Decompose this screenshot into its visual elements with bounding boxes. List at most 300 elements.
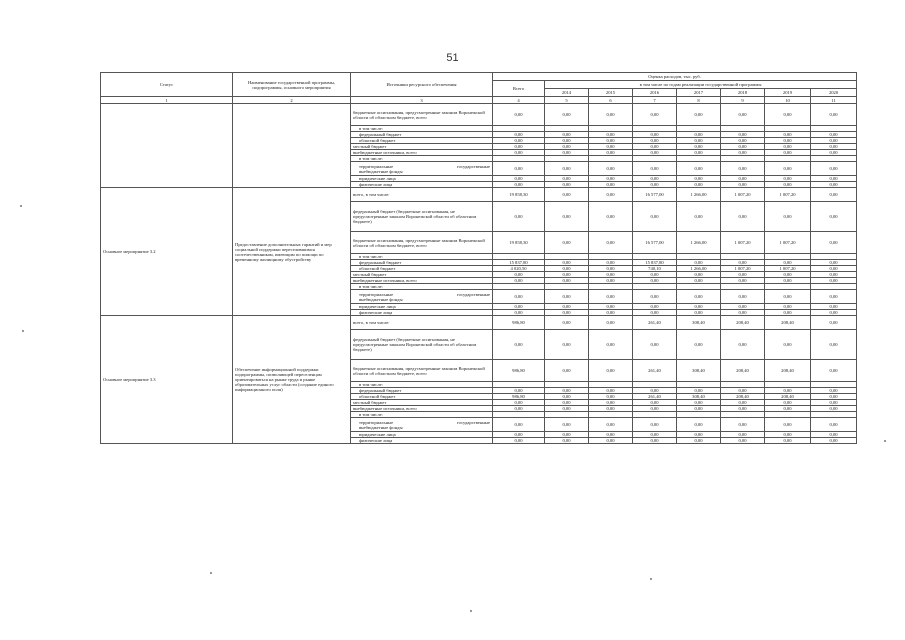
value-cell: 0,00 <box>545 132 589 138</box>
value-cell: 0,00 <box>633 144 677 150</box>
value-cell: 0,00 <box>811 360 857 382</box>
value-cell: 0,00 <box>677 162 721 176</box>
value-cell: 0,00 <box>493 290 545 304</box>
value-cell: 0,00 <box>677 304 721 310</box>
value-cell: 0,00 <box>721 138 765 144</box>
column-index: 6 <box>589 97 633 104</box>
value-cell: 0,00 <box>589 432 633 438</box>
row-source-label: внебюджетные источники, всего <box>351 406 493 412</box>
value-cell: 0,00 <box>493 144 545 150</box>
value-cell: 208,40 <box>765 360 811 382</box>
column-index: 7 <box>633 97 677 104</box>
value-cell: 0,00 <box>811 144 857 150</box>
value-cell: 0,00 <box>589 278 633 284</box>
value-cell: 0,00 <box>765 310 811 316</box>
value-cell: 0,00 <box>545 418 589 432</box>
value-cell: 0,00 <box>493 400 545 406</box>
value-cell: 0,00 <box>633 202 677 232</box>
value-cell: 0,00 <box>811 406 857 412</box>
row-source-label: бюджетные ассигнования, предусмотренные законом Воронежской области об областном бюджете, всего <box>351 104 493 126</box>
value-cell: 0,00 <box>493 272 545 278</box>
row-program-name <box>233 104 351 188</box>
row-program-name: Обеспечение информационной поддержки подпрограммы, позволяющей переселенцам ориентироваться на рынке труда и рынке образовательных услуг области (создание единого информационного поля) <box>233 316 351 444</box>
terr-label-b: государственные <box>456 419 490 425</box>
value-cell: 0,00 <box>721 182 765 188</box>
value-cell: 0,00 <box>545 144 589 150</box>
value-cell: 1 007,20 <box>721 188 765 202</box>
page-number: 51 <box>446 52 459 64</box>
value-cell: 208,40 <box>721 360 765 382</box>
value-cell: 0,00 <box>493 162 545 176</box>
terr-label-c: внебюджетные фонды <box>359 168 403 174</box>
row-source-label: федеральный бюджет <box>351 260 493 266</box>
row-source-label: бюджетные ассигнования, предусмотренные законом Воронежской области об областном бюджете, всего <box>351 360 493 382</box>
value-cell: 0,00 <box>545 400 589 406</box>
value-cell: 0,00 <box>811 272 857 278</box>
value-cell: 0,00 <box>811 260 857 266</box>
row-source-label: в том числе: <box>351 156 493 162</box>
value-cell: 0,00 <box>545 202 589 232</box>
value-cell: 0,00 <box>677 290 721 304</box>
value-cell: 0,00 <box>545 104 589 126</box>
value-cell: 0,00 <box>545 388 589 394</box>
value-cell: 0,00 <box>765 104 811 126</box>
value-cell: 0,00 <box>765 304 811 310</box>
value-cell: 0,00 <box>493 438 545 444</box>
value-cell: 0,00 <box>545 432 589 438</box>
value-cell: 19 858,30 <box>493 232 545 254</box>
value-cell: 0,00 <box>633 176 677 182</box>
value-cell: 0,00 <box>765 330 811 360</box>
value-cell: 1 007,20 <box>721 232 765 254</box>
value-cell: 1 007,20 <box>765 266 811 272</box>
value-cell: 0,00 <box>811 104 857 126</box>
scan-speck <box>650 578 652 580</box>
row-source-label: юридические лица <box>351 304 493 310</box>
value-cell: 0,00 <box>589 176 633 182</box>
value-cell: 0,00 <box>811 138 857 144</box>
value-cell: 0,00 <box>811 290 857 304</box>
value-cell: 0,00 <box>721 418 765 432</box>
value-cell: 0,00 <box>721 144 765 150</box>
value-cell: 0,00 <box>677 432 721 438</box>
value-cell: 0,00 <box>811 150 857 156</box>
value-cell: 0,00 <box>811 310 857 316</box>
column-index: 2 <box>233 97 351 104</box>
terr-label-c: внебюджетные фонды <box>359 296 403 302</box>
value-cell: 0,00 <box>493 406 545 412</box>
table-row <box>101 316 857 330</box>
value-cell: 1 007,20 <box>721 266 765 272</box>
value-cell: 0,00 <box>765 132 811 138</box>
value-cell: 0,00 <box>765 182 811 188</box>
value-cell: 0,00 <box>677 138 721 144</box>
value-cell: 0,00 <box>721 132 765 138</box>
value-cell: 308,40 <box>677 394 721 400</box>
value-cell: 0,00 <box>811 400 857 406</box>
header-year: 2014 <box>545 89 589 97</box>
value-cell: 0,00 <box>633 132 677 138</box>
row-source-label: областной бюджет <box>351 138 493 144</box>
value-cell: 0,00 <box>677 182 721 188</box>
terr-label-b: государственные <box>456 163 490 169</box>
value-cell: 0,00 <box>721 104 765 126</box>
value-cell: 0,00 <box>721 400 765 406</box>
value-cell: 0,00 <box>589 418 633 432</box>
scan-speck <box>470 610 472 612</box>
value-cell: 16 577,00 <box>633 188 677 202</box>
value-cell: 0,00 <box>545 304 589 310</box>
value-cell: 0,00 <box>811 266 857 272</box>
terr-label-a: территориальные <box>359 291 394 297</box>
value-cell: 0,00 <box>765 272 811 278</box>
header-status: Статус <box>101 73 233 97</box>
row-source-label: местный бюджет <box>351 400 493 406</box>
row-status <box>101 104 233 188</box>
value-cell: 0,00 <box>589 202 633 232</box>
value-cell: 0,00 <box>493 182 545 188</box>
value-cell: 0,00 <box>589 394 633 400</box>
value-cell: 0,00 <box>589 104 633 126</box>
value-cell: 0,00 <box>545 360 589 382</box>
header-total: Всего <box>493 81 545 97</box>
value-cell: 740,10 <box>633 266 677 272</box>
value-cell: 261,40 <box>633 394 677 400</box>
value-cell: 0,00 <box>493 138 545 144</box>
value-cell: 0,00 <box>589 132 633 138</box>
value-cell: 0,00 <box>811 188 857 202</box>
value-cell: 0,00 <box>721 432 765 438</box>
value-cell: 0,00 <box>545 150 589 156</box>
value-cell: 0,00 <box>493 278 545 284</box>
value-cell: 0,00 <box>633 406 677 412</box>
row-status: Основное мероприятие 3.2 <box>101 188 233 316</box>
row-source-label: областной бюджет <box>351 394 493 400</box>
value-cell: 0,00 <box>811 432 857 438</box>
value-cell: 0,00 <box>765 432 811 438</box>
value-cell: 0,00 <box>633 150 677 156</box>
value-cell: 0,00 <box>589 138 633 144</box>
value-cell: 0,00 <box>589 272 633 278</box>
row-source-label: местный бюджет <box>351 144 493 150</box>
value-cell: 0,00 <box>811 304 857 310</box>
value-cell: 0,00 <box>545 406 589 412</box>
value-cell: 0,00 <box>765 202 811 232</box>
terr-label-c: внебюджетные фонды <box>359 424 403 430</box>
value-cell: 0,00 <box>677 330 721 360</box>
row-source-label: федеральный бюджет (бюджетные ассигнования, не предусмотренные законом Воронежской области об областном бюджете) <box>351 202 493 232</box>
value-cell: 0,00 <box>677 388 721 394</box>
value-cell: 0,00 <box>721 260 765 266</box>
value-cell: 0,00 <box>545 310 589 316</box>
value-cell: 0,00 <box>633 388 677 394</box>
terr-label-a: территориальные <box>359 419 394 425</box>
header-year: 2016 <box>633 89 677 97</box>
row-source-label: всего, в том числе: <box>351 316 493 330</box>
value-cell: 0,00 <box>811 232 857 254</box>
value-cell: 0,00 <box>633 272 677 278</box>
value-cell: 0,00 <box>545 138 589 144</box>
value-cell: 1 266,00 <box>677 188 721 202</box>
table-row <box>101 188 857 202</box>
value-cell: 0,00 <box>721 202 765 232</box>
row-source-label <box>351 162 493 176</box>
value-cell: 0,00 <box>493 388 545 394</box>
header-by-years: в том числе по годам реализации государственной программы <box>545 81 857 89</box>
scan-speck <box>20 205 22 207</box>
value-cell: 0,00 <box>633 162 677 176</box>
value-cell: 0,00 <box>633 304 677 310</box>
value-cell: 986,80 <box>493 316 545 330</box>
row-source-label: физические лица <box>351 182 493 188</box>
value-cell: 0,00 <box>633 182 677 188</box>
value-cell: 308,40 <box>677 360 721 382</box>
value-cell: 1 007,20 <box>765 188 811 202</box>
value-cell: 0,00 <box>811 316 857 330</box>
value-cell: 0,00 <box>589 290 633 304</box>
value-cell: 0,00 <box>633 104 677 126</box>
value-cell: 0,00 <box>811 330 857 360</box>
value-cell: 0,00 <box>677 260 721 266</box>
value-cell: 0,00 <box>765 438 811 444</box>
value-cell: 0,00 <box>765 176 811 182</box>
value-cell: 0,00 <box>633 138 677 144</box>
value-cell: 0,00 <box>633 418 677 432</box>
column-index: 4 <box>493 97 545 104</box>
value-cell: 0,00 <box>811 438 857 444</box>
value-cell: 0,00 <box>589 232 633 254</box>
table-row <box>101 104 857 126</box>
value-cell: 0,00 <box>677 406 721 412</box>
value-cell: 4 020,50 <box>493 266 545 272</box>
value-cell: 0,00 <box>721 278 765 284</box>
value-cell: 0,00 <box>633 310 677 316</box>
value-cell: 0,00 <box>493 202 545 232</box>
value-cell: 0,00 <box>677 272 721 278</box>
value-cell: 1 266,00 <box>677 232 721 254</box>
value-cell: 0,00 <box>633 432 677 438</box>
value-cell: 0,00 <box>589 388 633 394</box>
table-body <box>101 97 857 444</box>
value-cell: 15 837,80 <box>493 260 545 266</box>
column-index: 9 <box>721 97 765 104</box>
scan-speck <box>210 572 212 574</box>
value-cell: 0,00 <box>677 418 721 432</box>
value-cell: 0,00 <box>765 162 811 176</box>
value-cell: 0,00 <box>633 330 677 360</box>
terr-label-a: территориальные <box>359 163 394 169</box>
column-index: 11 <box>811 97 857 104</box>
value-cell: 0,00 <box>765 138 811 144</box>
value-cell: 0,00 <box>493 330 545 360</box>
value-cell: 0,00 <box>721 162 765 176</box>
value-cell: 0,00 <box>589 310 633 316</box>
value-cell: 0,00 <box>589 144 633 150</box>
value-cell: 0,00 <box>811 388 857 394</box>
header-year: 2015 <box>589 89 633 97</box>
value-cell: 0,00 <box>545 176 589 182</box>
value-cell: 308,40 <box>677 316 721 330</box>
value-cell: 0,00 <box>721 438 765 444</box>
value-cell: 0,00 <box>545 232 589 254</box>
row-source-label: областной бюджет <box>351 266 493 272</box>
value-cell: 0,00 <box>589 304 633 310</box>
value-cell: 0,00 <box>765 406 811 412</box>
row-source-label: физические лица <box>351 438 493 444</box>
value-cell: 208,40 <box>721 394 765 400</box>
value-cell: 0,00 <box>721 406 765 412</box>
value-cell: 0,00 <box>677 104 721 126</box>
value-cell: 0,00 <box>545 188 589 202</box>
value-cell: 0,00 <box>721 272 765 278</box>
value-cell: 0,00 <box>765 278 811 284</box>
row-source-label: в том числе: <box>351 382 493 388</box>
row-status: Основное мероприятие 3.3 <box>101 316 233 444</box>
value-cell: 0,00 <box>589 162 633 176</box>
value-cell: 0,00 <box>493 150 545 156</box>
value-cell: 0,00 <box>589 406 633 412</box>
value-cell: 0,00 <box>633 438 677 444</box>
value-cell: 0,00 <box>811 162 857 176</box>
value-cell: 0,00 <box>811 202 857 232</box>
value-cell: 0,00 <box>493 432 545 438</box>
value-cell: 0,00 <box>811 278 857 284</box>
funding-table <box>100 72 857 444</box>
row-program-name: Предоставление дополнительных гарантий и мер социальной поддержки переселившимся соотечественникам, имеющим по помощи по временному жилищному обустройству <box>233 188 351 316</box>
row-source-label <box>351 418 493 432</box>
value-cell: 0,00 <box>677 438 721 444</box>
row-source-label: в том числе: <box>351 412 493 418</box>
value-cell: 261,40 <box>633 360 677 382</box>
value-cell: 0,00 <box>765 290 811 304</box>
value-cell: 0,00 <box>677 150 721 156</box>
header-year: 2019 <box>765 89 811 97</box>
column-index: 8 <box>677 97 721 104</box>
value-cell: 0,00 <box>545 182 589 188</box>
value-cell: 0,00 <box>721 330 765 360</box>
value-cell: 208,40 <box>765 394 811 400</box>
value-cell: 16 577,00 <box>633 232 677 254</box>
value-cell: 986,80 <box>493 394 545 400</box>
value-cell: 0,00 <box>811 394 857 400</box>
value-cell: 0,00 <box>677 176 721 182</box>
value-cell: 0,00 <box>493 304 545 310</box>
row-source-label: юридические лица <box>351 432 493 438</box>
value-cell: 0,00 <box>545 162 589 176</box>
row-source-label: бюджетные ассигнования, предусмотренные законом Воронежской области об областном бюджете, всего <box>351 232 493 254</box>
value-cell: 0,00 <box>721 150 765 156</box>
row-source-label <box>351 290 493 304</box>
value-cell: 0,00 <box>811 418 857 432</box>
value-cell: 0,00 <box>589 330 633 360</box>
value-cell: 0,00 <box>633 278 677 284</box>
value-cell: 0,00 <box>633 400 677 406</box>
value-cell: 0,00 <box>545 316 589 330</box>
row-source-label: федеральный бюджет <box>351 132 493 138</box>
value-cell: 0,00 <box>545 330 589 360</box>
column-index: 10 <box>765 97 811 104</box>
row-source-label: в том числе: <box>351 126 493 132</box>
value-cell: 0,00 <box>677 144 721 150</box>
row-source-label: внебюджетные источники, всего <box>351 278 493 284</box>
value-cell: 0,00 <box>589 188 633 202</box>
scan-speck <box>22 330 24 332</box>
header-estimate: Оценка расходов, тыс. руб. <box>493 73 857 81</box>
value-cell: 15 837,80 <box>633 260 677 266</box>
row-source-label: в том числе: <box>351 254 493 260</box>
value-cell: 0,00 <box>589 266 633 272</box>
value-cell: 0,00 <box>545 278 589 284</box>
value-cell: 0,00 <box>677 202 721 232</box>
row-source-label: федеральный бюджет (бюджетные ассигнования, не предусмотренные законом Воронежской области об областном бюджете) <box>351 330 493 360</box>
value-cell: 0,00 <box>677 278 721 284</box>
value-cell: 208,40 <box>721 316 765 330</box>
value-cell: 0,00 <box>493 104 545 126</box>
header-year: 2018 <box>721 89 765 97</box>
value-cell: 0,00 <box>545 394 589 400</box>
value-cell: 0,00 <box>811 182 857 188</box>
value-cell: 0,00 <box>765 144 811 150</box>
row-source-label: всего, в том числе: <box>351 188 493 202</box>
value-cell: 0,00 <box>765 150 811 156</box>
row-source-label: внебюджетные источники, всего <box>351 150 493 156</box>
value-cell: 0,00 <box>765 388 811 394</box>
value-cell: 0,00 <box>589 316 633 330</box>
row-source-label: федеральный бюджет <box>351 388 493 394</box>
terr-label-b: государственные <box>456 291 490 297</box>
value-cell: 0,00 <box>721 304 765 310</box>
value-cell: 1 007,20 <box>765 232 811 254</box>
header-program-name: Наименование государственной программы, подпрограммы, основного мероприятия <box>233 73 351 97</box>
value-cell: 0,00 <box>545 260 589 266</box>
value-cell: 0,00 <box>493 418 545 432</box>
value-cell: 19 858,30 <box>493 188 545 202</box>
value-cell: 0,00 <box>721 388 765 394</box>
value-cell: 0,00 <box>589 150 633 156</box>
value-cell: 208,40 <box>765 316 811 330</box>
value-cell: 0,00 <box>721 310 765 316</box>
row-source-label: юридические лица <box>351 176 493 182</box>
column-index: 1 <box>101 97 233 104</box>
row-source-label: местный бюджет <box>351 272 493 278</box>
header-year: 2020 <box>811 89 857 97</box>
value-cell: 0,00 <box>765 260 811 266</box>
value-cell: 0,00 <box>677 310 721 316</box>
value-cell: 0,00 <box>589 438 633 444</box>
value-cell: 0,00 <box>677 132 721 138</box>
value-cell: 0,00 <box>493 132 545 138</box>
value-cell: 0,00 <box>589 182 633 188</box>
value-cell: 0,00 <box>589 260 633 266</box>
column-index: 3 <box>351 97 493 104</box>
row-source-label: физические лица <box>351 310 493 316</box>
value-cell: 0,00 <box>589 360 633 382</box>
value-cell: 0,00 <box>493 310 545 316</box>
value-cell: 0,00 <box>589 400 633 406</box>
value-cell: 0,00 <box>545 272 589 278</box>
row-source-label: в том числе: <box>351 284 493 290</box>
value-cell: 0,00 <box>545 438 589 444</box>
column-index-row <box>101 97 857 104</box>
value-cell: 0,00 <box>811 132 857 138</box>
value-cell: 0,00 <box>633 290 677 304</box>
value-cell: 0,00 <box>811 176 857 182</box>
value-cell: 261,40 <box>633 316 677 330</box>
header-year: 2017 <box>677 89 721 97</box>
value-cell: 0,00 <box>545 266 589 272</box>
value-cell: 0,00 <box>765 418 811 432</box>
value-cell: 0,00 <box>721 176 765 182</box>
